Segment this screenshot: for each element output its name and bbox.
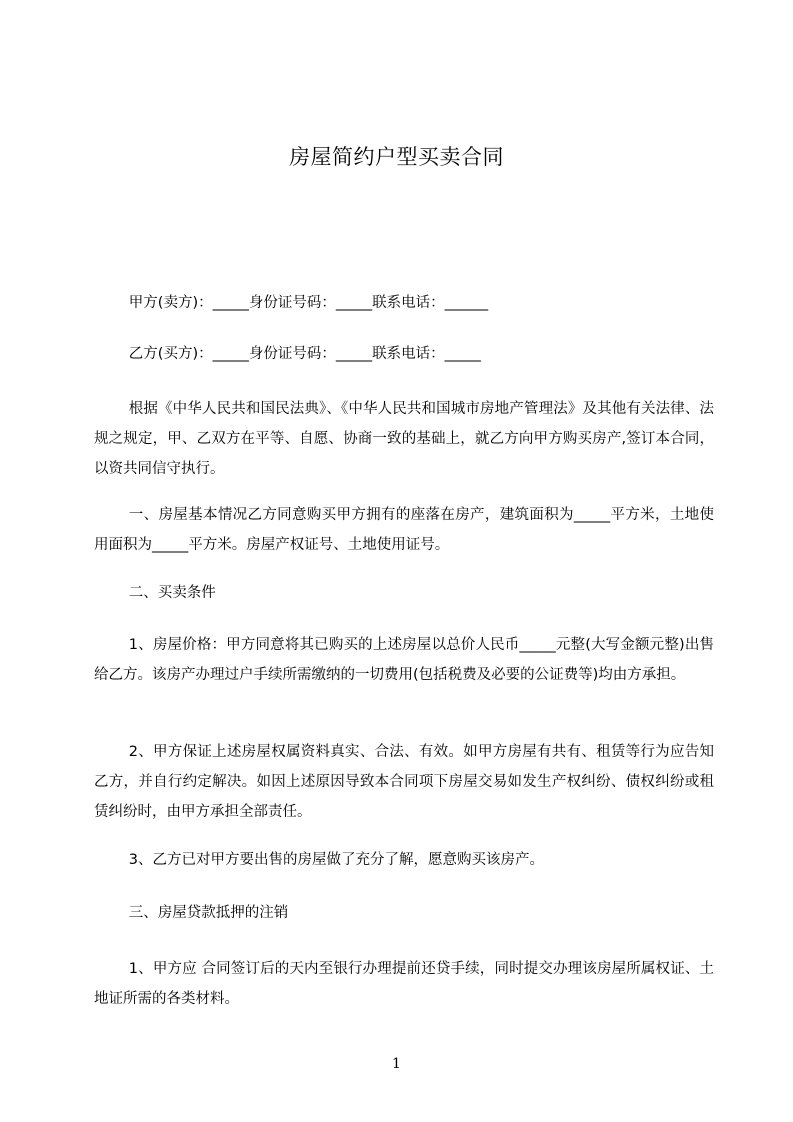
contract-title: 房屋简约户型买卖合同 — [289, 145, 504, 169]
section-1-house-info: 一、房屋基本情况乙方同意购买甲方拥有的座落在房产，建筑面积为_____平方米，土地使用面积为_____平方米。房屋产权证号、土地使用证号。 — [94, 507, 714, 553]
party-b-line: 乙方(买方)：_____身份证号码：_____联系电话：_____ — [128, 346, 481, 362]
section-2-heading: 二、买卖条件 — [128, 585, 216, 601]
party-a-line: 甲方(卖方)：_____身份证号码：_____联系电话：______ — [128, 295, 489, 311]
clause-2-1-price: 1、房屋价格：甲方同意将其已购买的上述房屋以总价人民币_____元整(大写金额元整)出售给乙方。该房产办理过户手续所需缴纳的一切费用(包括税费及必要的公证费等)均由方承担。 — [94, 637, 714, 683]
clause-2-3-buyer-acknowledgement: 3、乙方已对甲方要出售的房屋做了充分了解，愿意购买该房产。 — [128, 852, 545, 868]
clause-2-2-warranty: 2、甲方保证上述房屋权属资料真实、合法、有效。如甲方房屋有共有、租赁等行为应告知乙方，并自行约定解决。如因上述原因导致本合同项下房屋交易如发生产权纠纷、债权纠纷或租赁纠纷时，由甲方承担全部责任。 — [94, 744, 714, 820]
section-3-heading: 三、房屋贷款抵押的注销 — [128, 905, 289, 921]
clause-3-1-loan-cancellation: 1、甲方应 合同签订后的天内至银行办理提前还贷手续，同时提交办理该房屋所属权证、土地证所需的各类材料。 — [94, 961, 714, 1007]
page-number: 1 — [392, 1056, 401, 1072]
preamble-paragraph: 根据《中华人民共和国民法典》、《中华人民共和国城市房地产管理法》及其他有关法律、法规之规定，甲、乙双方在平等、自愿、协商一致的基础上，就乙方向甲方购买房产,签订本合同，以资共同信守执行。 — [94, 401, 714, 477]
